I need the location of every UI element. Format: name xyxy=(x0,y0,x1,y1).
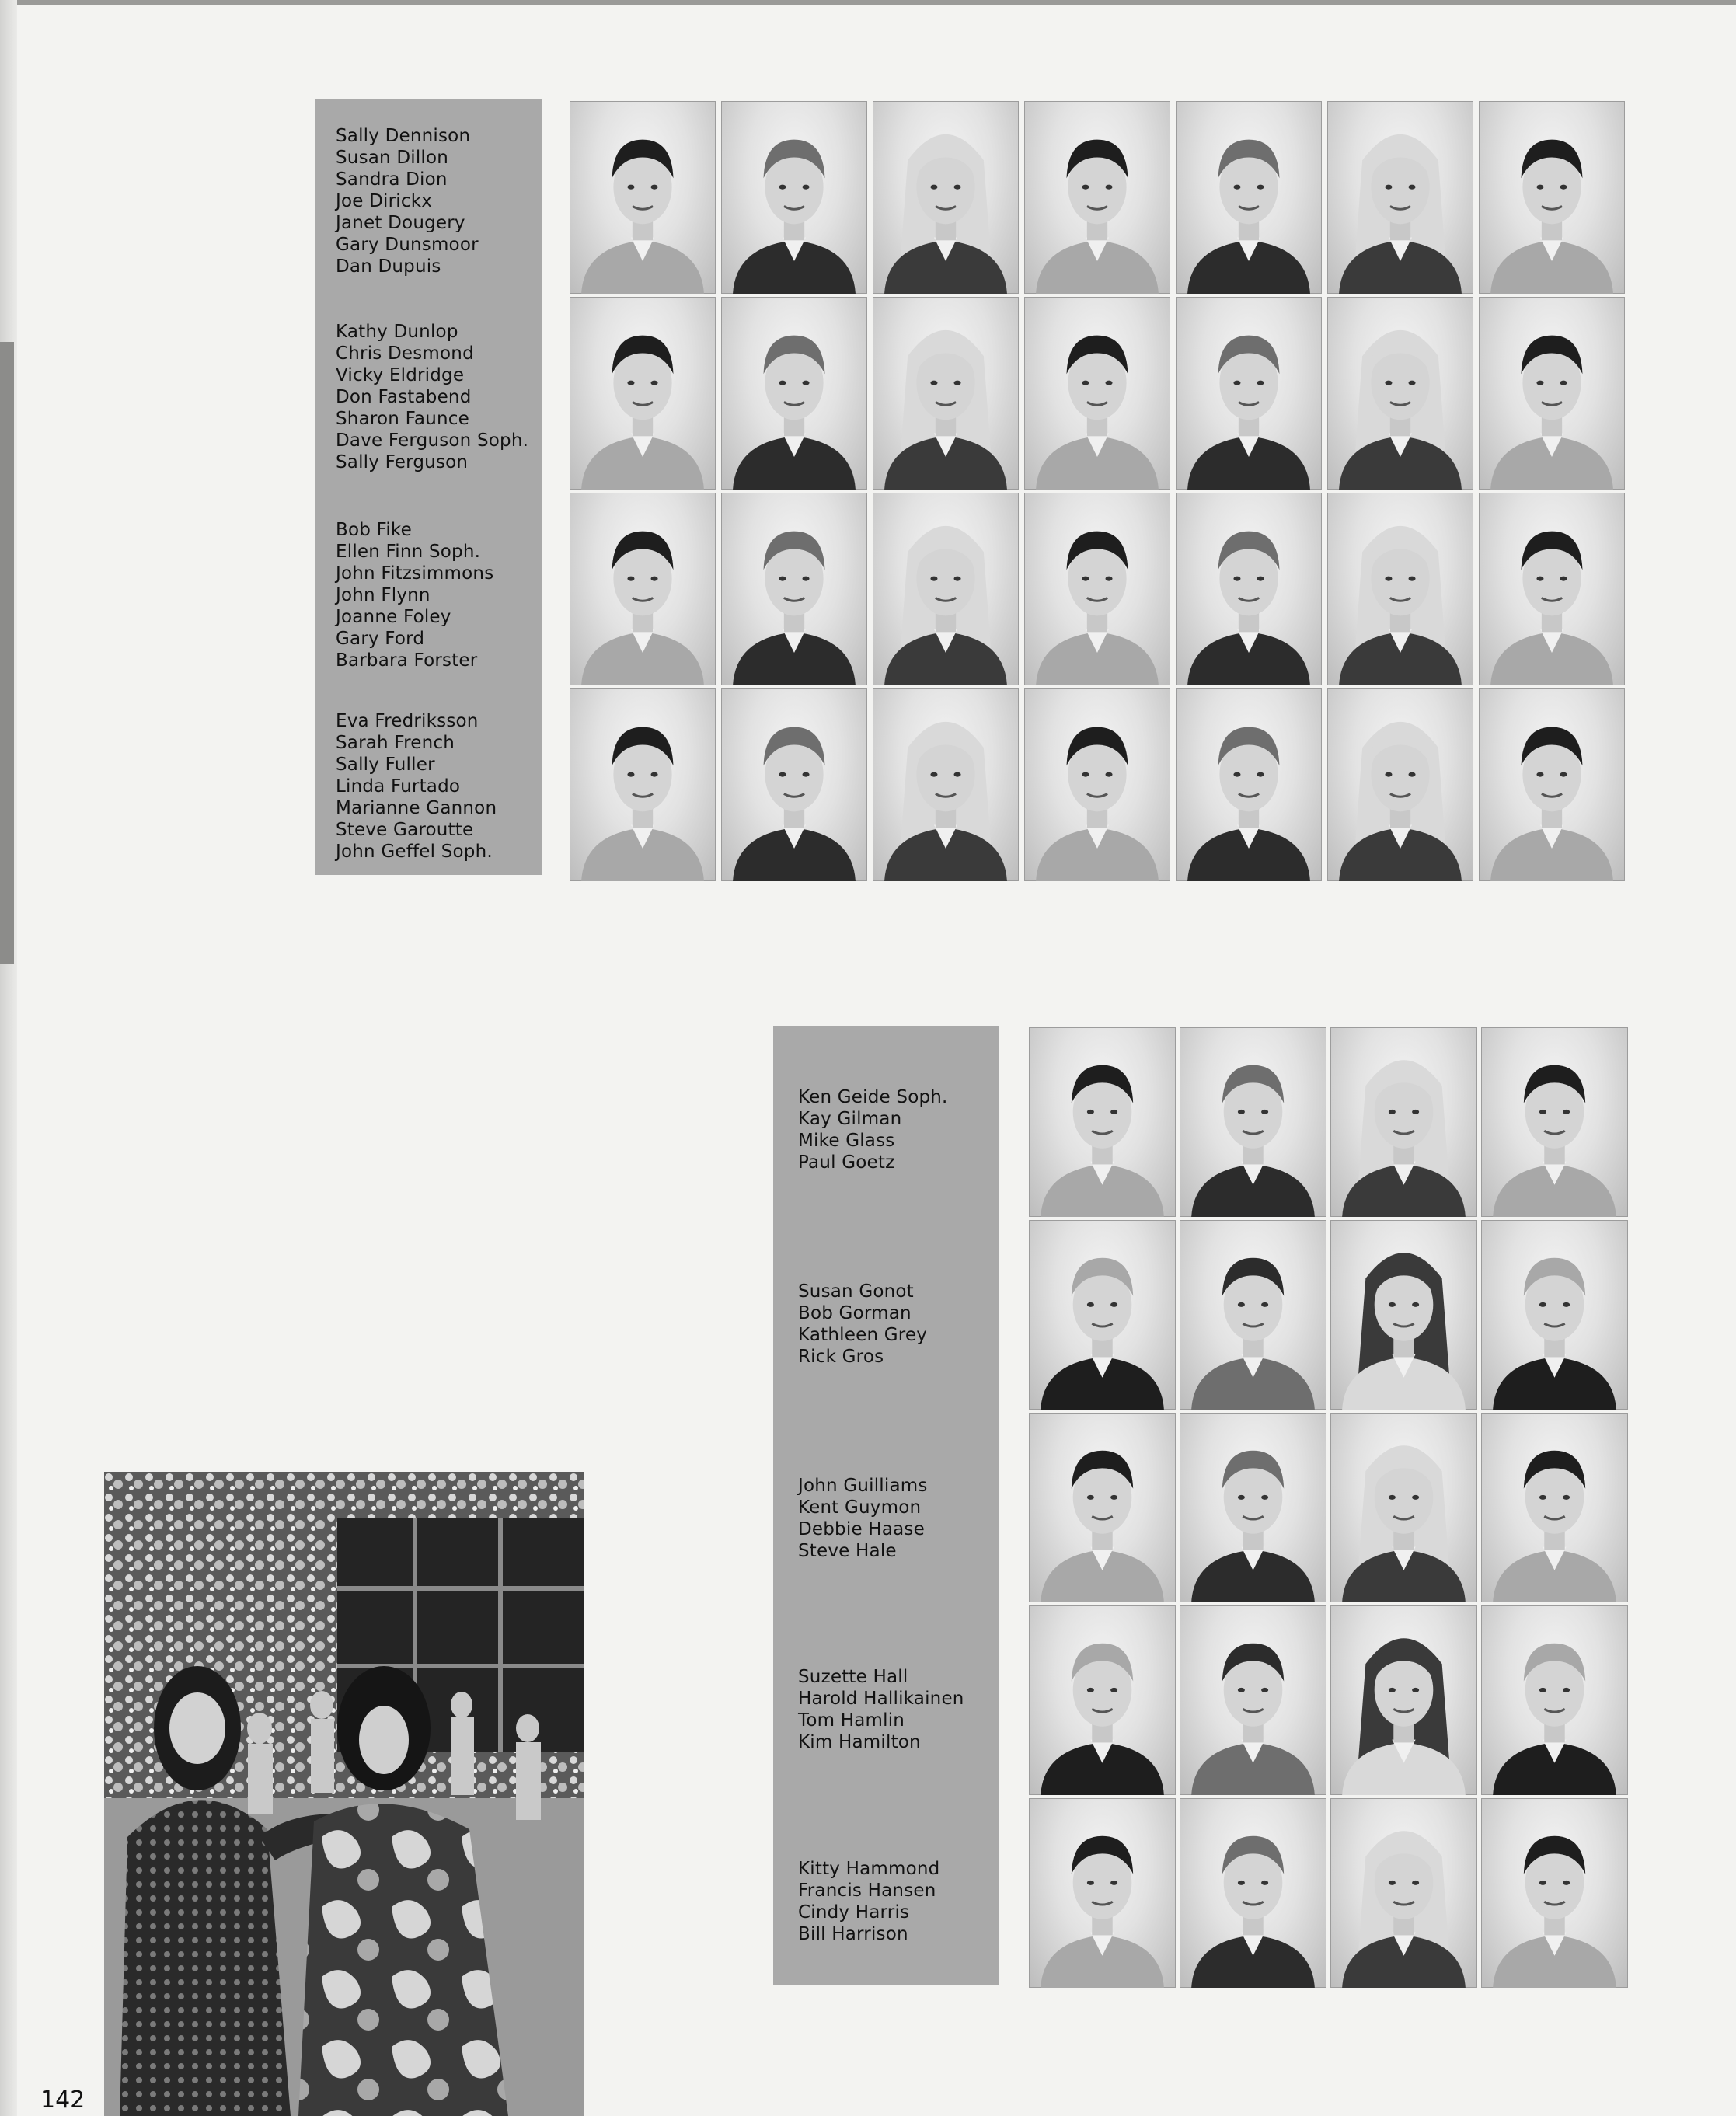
student-name: Cindy Harris xyxy=(798,1902,910,1923)
student-portrait xyxy=(1481,1220,1628,1410)
name-list xyxy=(798,1086,948,1173)
student-name: Don Fastabend xyxy=(336,387,472,407)
student-portrait xyxy=(1024,493,1170,685)
student-portrait xyxy=(1327,101,1473,294)
student-portrait xyxy=(1180,1220,1326,1410)
name-list xyxy=(798,1281,927,1368)
student-name: Kay Gilman xyxy=(798,1109,902,1129)
student-name: Sharon Faunce xyxy=(336,409,469,429)
student-portrait xyxy=(570,297,716,490)
student-name: Joanne Foley xyxy=(336,607,451,627)
student-portrait xyxy=(721,101,867,294)
student-portrait xyxy=(873,101,1019,294)
student-portrait xyxy=(1029,1220,1176,1410)
student-portrait xyxy=(1180,1798,1326,1988)
student-name: Gary Dunsmoor xyxy=(336,235,479,255)
student-name: Susan Gonot xyxy=(798,1281,914,1302)
student-portrait xyxy=(1479,297,1625,490)
student-name: Sally Fuller xyxy=(336,755,435,775)
student-name: Dave Ferguson Soph. xyxy=(336,431,529,451)
student-portrait xyxy=(1176,297,1322,490)
name-list xyxy=(336,519,493,671)
student-name: Debbie Haase xyxy=(798,1519,925,1539)
student-portrait xyxy=(1024,101,1170,294)
student-name: Harold Hallikainen xyxy=(798,1689,964,1709)
student-name: Sally Dennison xyxy=(336,126,471,146)
student-portrait xyxy=(1180,1605,1326,1795)
binding-shadow xyxy=(0,342,14,964)
student-name: Vicky Eldridge xyxy=(336,365,465,385)
student-portrait xyxy=(721,493,867,685)
student-portrait xyxy=(1330,1605,1477,1795)
student-portrait xyxy=(1481,1413,1628,1602)
page-number: 142 xyxy=(40,2086,85,2114)
student-name: Kathleen Grey xyxy=(798,1325,928,1345)
student-portrait xyxy=(1479,101,1625,294)
student-portrait xyxy=(1029,1605,1176,1795)
student-name: Bob Gorman xyxy=(798,1303,912,1323)
student-name: Susan Dillon xyxy=(336,148,449,168)
student-name: Eva Fredriksson xyxy=(336,711,479,731)
student-name: Suzette Hall xyxy=(798,1667,908,1687)
student-name: Barbara Forster xyxy=(336,650,478,671)
student-portrait xyxy=(1029,1798,1176,1988)
student-name: Dan Dupuis xyxy=(336,256,441,277)
page-top-edge xyxy=(0,0,1736,5)
name-list xyxy=(336,125,479,277)
student-name: Sandra Dion xyxy=(336,169,448,190)
student-portrait xyxy=(1330,1413,1477,1602)
student-name: Sally Ferguson xyxy=(336,452,469,472)
student-portrait xyxy=(570,688,716,881)
student-portrait xyxy=(873,493,1019,685)
student-portrait xyxy=(1479,688,1625,881)
student-portrait xyxy=(1176,101,1322,294)
student-portrait xyxy=(721,688,867,881)
student-portrait xyxy=(1330,1798,1477,1988)
name-list xyxy=(336,321,528,473)
student-portrait xyxy=(1176,493,1322,685)
student-portrait xyxy=(1481,1605,1628,1795)
student-name: Marianne Gannon xyxy=(336,798,497,818)
student-portrait xyxy=(1330,1220,1477,1410)
student-name: Bob Fike xyxy=(336,520,412,540)
student-portrait xyxy=(1479,493,1625,685)
student-name: Sarah French xyxy=(336,733,455,753)
student-name: John Fitzsimmons xyxy=(336,563,494,584)
student-portrait xyxy=(1327,688,1473,881)
student-name: Linda Furtado xyxy=(336,776,461,797)
student-portrait xyxy=(1481,1798,1628,1988)
student-name: Francis Hansen xyxy=(798,1881,936,1901)
student-portrait xyxy=(1481,1027,1628,1217)
student-portrait xyxy=(1176,688,1322,881)
student-portrait xyxy=(570,101,716,294)
student-name: Kent Guymon xyxy=(798,1497,922,1518)
student-name: Rick Gros xyxy=(798,1347,884,1367)
name-list xyxy=(798,1666,964,1753)
student-portrait xyxy=(1327,297,1473,490)
student-portrait xyxy=(1327,493,1473,685)
student-portrait xyxy=(721,297,867,490)
student-portrait xyxy=(1024,297,1170,490)
student-portrait xyxy=(1330,1027,1477,1217)
student-portrait xyxy=(873,297,1019,490)
student-name: Mike Glass xyxy=(798,1131,895,1151)
name-list xyxy=(336,710,497,863)
student-name: Steve Garoutte xyxy=(336,820,474,840)
student-name: Kathy Dunlop xyxy=(336,322,458,342)
student-portrait xyxy=(873,688,1019,881)
student-name: Joe Dirickx xyxy=(336,191,433,211)
student-name: John Flynn xyxy=(336,585,431,605)
student-name: Steve Hale xyxy=(798,1541,897,1561)
student-name: Kim Hamilton xyxy=(798,1732,921,1752)
name-list xyxy=(798,1858,939,1945)
student-portrait xyxy=(1029,1413,1176,1602)
page-gutter-edge xyxy=(0,0,17,2116)
student-name: Paul Goetz xyxy=(798,1152,895,1173)
student-name: John Geffel Soph. xyxy=(336,842,493,862)
student-portrait xyxy=(570,493,716,685)
student-name: Tom Hamlin xyxy=(798,1710,905,1731)
student-name: Bill Harrison xyxy=(798,1924,908,1944)
student-portrait xyxy=(1180,1413,1326,1602)
student-name: Kitty Hammond xyxy=(798,1859,940,1879)
student-name: Gary Ford xyxy=(336,629,425,649)
student-name: Chris Desmond xyxy=(336,343,474,364)
student-name: Ellen Finn Soph. xyxy=(336,542,481,562)
student-portrait xyxy=(1180,1027,1326,1217)
student-name: Janet Dougery xyxy=(336,213,465,233)
name-list xyxy=(798,1475,928,1562)
student-portrait xyxy=(1029,1027,1176,1217)
student-name: Ken Geide Soph. xyxy=(798,1087,948,1107)
candid-photo xyxy=(104,1472,584,2116)
student-name: John Guilliams xyxy=(798,1476,928,1496)
student-portrait xyxy=(1024,688,1170,881)
